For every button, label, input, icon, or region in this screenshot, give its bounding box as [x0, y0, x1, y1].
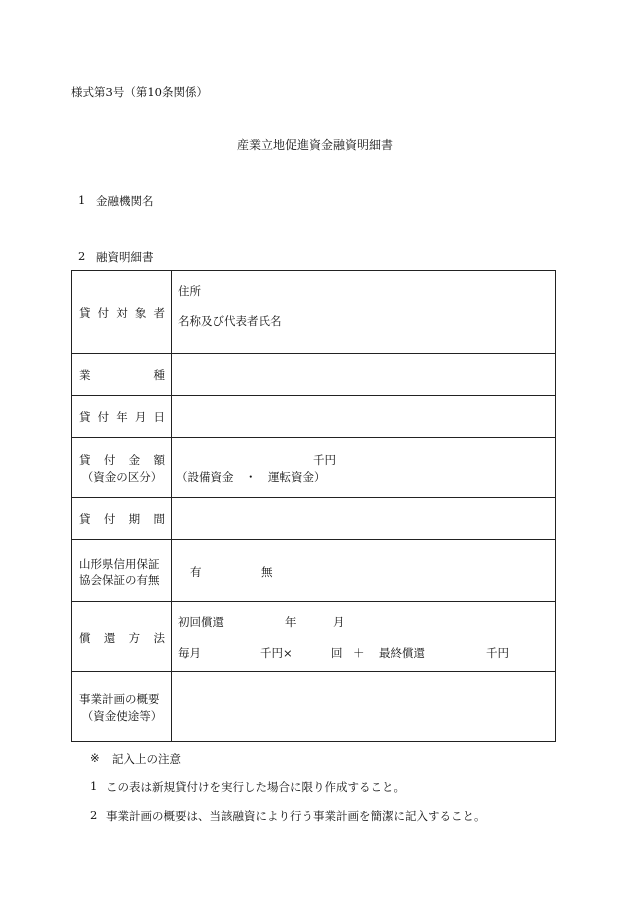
business-plan-label-line1: 事業計画の概要	[79, 692, 160, 706]
note-1-number: 1	[90, 779, 98, 793]
business-plan-label-line2: （資金使途等）	[81, 709, 163, 723]
fund-type-selector[interactable]: （設備資金 ・ 運転資金）	[176, 470, 326, 484]
row-repayment	[72, 602, 555, 672]
repayment-label: 償 還 方 法	[79, 631, 165, 645]
note-1-text: この表は新規貸付けを実行した場合に限り作成すること。	[106, 780, 405, 794]
section-2-number: 2	[78, 249, 86, 263]
row-guarantee	[72, 540, 555, 602]
borrower-label-cell	[72, 271, 172, 353]
industry-label: 業 種	[79, 368, 165, 382]
loan-period-label-cell	[72, 498, 172, 539]
guarantee-no-option[interactable]: 無	[261, 565, 273, 579]
guarantee-label-line1: 山形県信用保証	[79, 557, 160, 571]
loan-date-label-cell	[72, 396, 172, 437]
loan-period-field[interactable]	[172, 498, 555, 539]
row-loan-date	[72, 396, 555, 438]
repayment-count-unit: 回	[331, 646, 343, 660]
row-business-plan	[72, 672, 555, 742]
guarantee-yes-option[interactable]: 有	[190, 565, 202, 579]
row-industry	[72, 354, 555, 396]
note-2-number: 2	[90, 808, 98, 822]
section-1-number: 1	[78, 193, 86, 207]
business-plan-label-cell	[72, 672, 172, 742]
section-2-label: 融資明細書	[96, 250, 154, 264]
section-1-label: 金融機関名	[96, 194, 154, 208]
industry-field[interactable]	[172, 354, 555, 395]
row-borrower	[72, 271, 555, 354]
monthly-label: 毎月	[178, 646, 201, 660]
form-number: 様式第3号（第10条関係）	[71, 85, 208, 99]
industry-label-cell	[72, 354, 172, 395]
borrower-name-field[interactable]: 名称及び代表者氏名	[178, 314, 282, 328]
final-repayment-label: 最終償還	[379, 646, 425, 660]
guarantee-label-cell	[72, 540, 172, 601]
note-2-text: 事業計画の概要は、当該融資により行う事業計画を簡潔に記入すること。	[106, 809, 486, 823]
loan-date-label: 貸 付 年 月 日	[79, 410, 165, 424]
loan-period-label: 貸 付 期 間	[79, 512, 165, 526]
borrower-address-field[interactable]: 住所	[178, 284, 201, 298]
loan-amount-label: 貸 付 金 額	[79, 453, 165, 467]
loan-amount-unit: 千円	[313, 453, 336, 467]
first-repayment-month: 月	[333, 615, 345, 629]
first-repayment-label: 初回償還	[178, 615, 224, 629]
page-title: 産業立地促進資金融資明細書	[237, 138, 394, 152]
monthly-amount-unit: 千円×	[260, 646, 293, 660]
final-repayment-unit: 千円	[486, 646, 509, 660]
row-loan-amount	[72, 438, 555, 498]
notes-title: 記入上の注意	[112, 752, 181, 766]
loan-date-field[interactable]	[172, 396, 555, 437]
borrower-label: 貸 付 対 象 者	[79, 306, 165, 320]
guarantee-label-line2: 協会保証の有無	[79, 573, 160, 587]
row-loan-period	[72, 498, 555, 540]
plus-sign: ＋	[353, 646, 365, 660]
first-repayment-year: 年	[285, 615, 297, 629]
notes-mark: ※	[90, 751, 100, 765]
loan-amount-sublabel: （資金の区分）	[81, 470, 163, 484]
business-plan-field[interactable]	[172, 672, 555, 742]
loan-amount-label-cell	[72, 438, 172, 497]
loan-detail-table	[71, 270, 556, 742]
repayment-label-cell	[72, 602, 172, 671]
